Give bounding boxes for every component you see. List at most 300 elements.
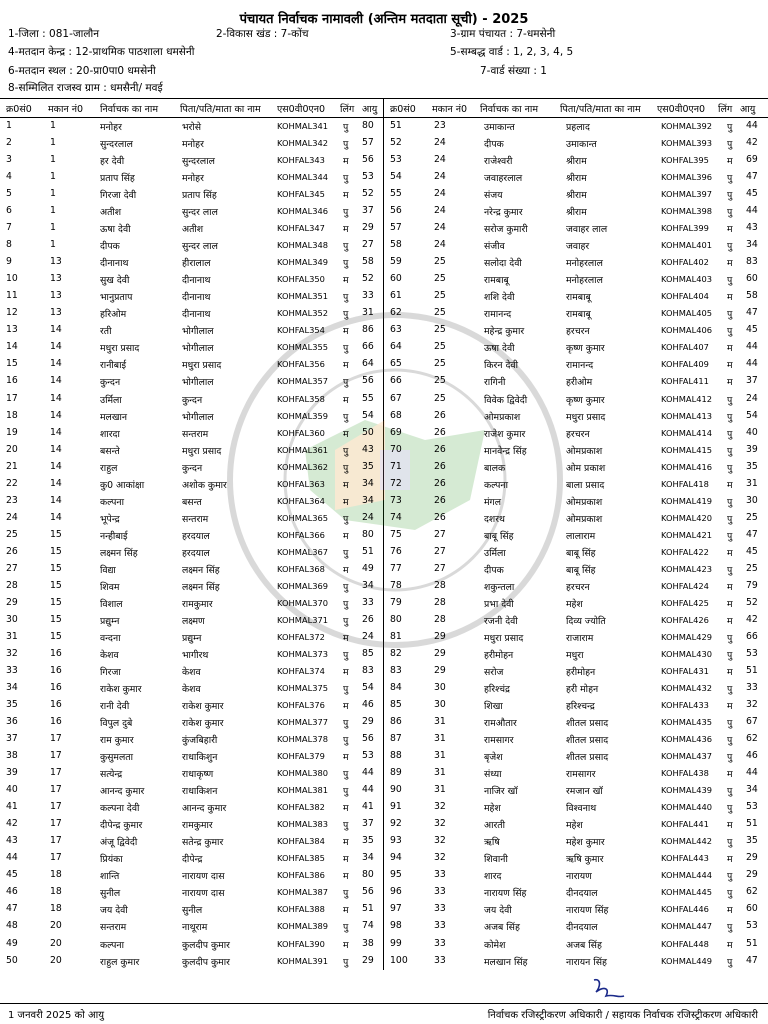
header-age: आयु [740, 104, 756, 115]
voter-name: जवाहरलाल [484, 173, 523, 185]
gender: म [727, 292, 733, 304]
table-row [0, 254, 384, 271]
serial-number: 36 [6, 716, 18, 728]
house-number: 14 [50, 375, 62, 387]
parent-name: भोगीलाल [182, 377, 214, 389]
voter-name: मनोहर [100, 122, 122, 133]
parent-name: कुलदीप कुमार [182, 956, 230, 968]
voter-name: संजीव [484, 241, 505, 253]
gender: पु [727, 530, 733, 542]
table-row [0, 391, 384, 408]
parent-name: ओम प्रकाश [566, 462, 606, 474]
age: 29 [362, 222, 374, 234]
parent-name: राधाकिशुन [182, 752, 218, 764]
house-number: 24 [434, 171, 446, 183]
gender: म [343, 871, 349, 883]
table-row [384, 152, 768, 169]
voter-name: सुनील [100, 888, 121, 900]
parent-name: आनन्द कुमार [182, 803, 227, 815]
age: 44 [362, 784, 374, 796]
age: 52 [362, 188, 374, 200]
voter-name: रानीबाई [100, 360, 127, 372]
house-number: 26 [434, 426, 446, 438]
age: 66 [362, 341, 374, 353]
table-row [384, 595, 768, 612]
age: 42 [746, 613, 758, 625]
table-row [0, 867, 384, 884]
table-row [0, 765, 384, 782]
table-row [384, 646, 768, 663]
gender: पु [727, 241, 733, 253]
epic-number: KOHFAL407 [661, 342, 709, 353]
voter-name: कु0 आकांक्षा [100, 479, 145, 491]
serial-number: 86 [390, 716, 402, 728]
table-row [0, 663, 384, 680]
voter-name: उर्मिला [484, 547, 506, 559]
age: 56 [362, 886, 374, 898]
parent-name: सुन्दर लाल [182, 241, 218, 253]
voter-name: राम कुमार [100, 735, 134, 747]
serial-number: 34 [6, 682, 18, 694]
epic-number: KOHMAL365 [277, 512, 329, 523]
epic-number: KOHMAL359 [277, 410, 329, 421]
gender: पु [727, 837, 733, 849]
serial-number: 21 [6, 460, 18, 472]
voter-name: ऊषा देवी [484, 343, 515, 355]
house-number: 25 [434, 341, 446, 353]
voter-name: सुख देवी [100, 275, 130, 287]
voter-name: दीपक [100, 241, 120, 253]
table-row [0, 578, 384, 595]
serial-number: 92 [390, 818, 402, 830]
age: 35 [746, 460, 758, 472]
epic-number: KOHFAL446 [661, 904, 709, 915]
epic-number: KOHMAL432 [661, 683, 713, 694]
house-number: 26 [434, 477, 446, 489]
voter-name: मधुरा प्रसाद [100, 343, 140, 355]
gender: पु [727, 275, 733, 287]
epic-number: KOHMAL391 [277, 955, 329, 966]
gender: म [727, 156, 733, 168]
voter-name: प्रताप सिंह [100, 173, 135, 185]
parent-name: महेश [566, 598, 583, 610]
parent-name: मधुरा [566, 649, 584, 661]
age: 41 [362, 801, 374, 813]
house-number: 15 [50, 528, 62, 540]
voter-name: विशाल [100, 598, 123, 610]
gender: पु [343, 411, 349, 423]
voter-name: कल्पना [100, 496, 124, 508]
voter-name: रागिनी [484, 377, 506, 389]
parent-name: प्रद्युम्न [182, 632, 202, 644]
house-number: 1 [50, 222, 56, 234]
table-row [384, 663, 768, 680]
epic-number: KOHFAL404 [661, 291, 709, 302]
header-sn: क्र0सं0 [6, 104, 32, 115]
parent-name: मधुरा प्रसाद [182, 445, 222, 457]
epic-number: KOHFAL443 [661, 853, 709, 864]
serial-number: 47 [6, 903, 18, 915]
gender: पु [343, 718, 349, 730]
age: 34 [746, 784, 758, 796]
age: 53 [746, 801, 758, 813]
gender: पु [343, 735, 349, 747]
table-row [0, 953, 384, 970]
gender: पु [727, 803, 733, 815]
table-row [384, 135, 768, 152]
house-number: 20 [50, 937, 62, 949]
gender: पु [727, 462, 733, 474]
house-number: 25 [434, 358, 446, 370]
parent-name: भोगीलाल [182, 411, 214, 423]
house-number: 16 [50, 682, 62, 694]
house-number: 1 [50, 171, 56, 183]
serial-number: 94 [390, 852, 402, 864]
parent-name: नारायण दास [182, 888, 225, 900]
epic-number: KOHMAL377 [277, 717, 329, 728]
parent-name: मधुरा प्रसाद [182, 360, 222, 372]
epic-number: KOHFAL426 [661, 614, 709, 625]
house-number: 24 [434, 188, 446, 200]
header-parent: पिता/पति/माता का नाम [180, 104, 261, 115]
house-number: 29 [434, 647, 446, 659]
voter-name: शिवानी [484, 854, 508, 866]
epic-number: KOHMAL440 [661, 802, 713, 813]
gender: पु [727, 496, 733, 508]
gender: पु [343, 956, 349, 968]
gender: पु [343, 258, 349, 270]
epic-number: KOHFAL411 [661, 376, 709, 387]
document-title: पंचायत निर्वाचक नामावली (अन्तिम मतदाता सूची) - 2025 [239, 12, 529, 27]
age: 35 [362, 460, 374, 472]
house-number: 27 [434, 545, 446, 557]
age: 37 [746, 375, 758, 387]
footer-divider [0, 1003, 768, 1004]
house-number: 24 [434, 154, 446, 166]
table-row [384, 731, 768, 748]
table-row [0, 373, 384, 390]
table-row [384, 169, 768, 186]
voter-name: वन्दना [100, 632, 121, 644]
age: 54 [362, 682, 374, 694]
table-row [384, 442, 768, 459]
age: 45 [746, 324, 758, 336]
voter-name: उमाकान्त [484, 122, 515, 133]
voter-name: लक्ष्मन सिंह [100, 547, 138, 559]
age: 44 [362, 767, 374, 779]
serial-number: 72 [390, 477, 402, 489]
serial-number: 12 [6, 307, 18, 319]
house-number: 32 [434, 801, 446, 813]
table-row [0, 918, 384, 935]
table-row [384, 391, 768, 408]
voter-name: नारायण सिंह [484, 888, 527, 900]
house-number: 20 [50, 920, 62, 932]
age: 53 [746, 920, 758, 932]
parent-name: शीतल प्रसाद [566, 752, 609, 764]
serial-number: 15 [6, 358, 18, 370]
serial-number: 80 [390, 613, 402, 625]
gender: म [343, 224, 349, 236]
table-row [0, 816, 384, 833]
gender: पु [727, 684, 733, 696]
serial-number: 50 [6, 954, 18, 966]
serial-number: 37 [6, 733, 18, 745]
age: 51 [362, 545, 374, 557]
house-number: 14 [50, 358, 62, 370]
age: 80 [362, 869, 374, 881]
table-row [384, 850, 768, 867]
parent-name: मनोहरलाल [566, 275, 603, 287]
epic-number: KOHFAL343 [277, 155, 325, 166]
serial-number: 67 [390, 392, 402, 404]
epic-number: KOHFAL388 [277, 904, 325, 915]
voter-name: मानवेन्द्र सिंह [484, 445, 527, 457]
age: 45 [746, 545, 758, 557]
table-row [384, 544, 768, 561]
age: 66 [746, 630, 758, 642]
epic-number: KOHMAL352 [277, 308, 329, 319]
parent-name: नारायण दास [182, 871, 225, 883]
epic-number: KOHFAL366 [277, 529, 325, 540]
table-row [384, 799, 768, 816]
gender: पु [727, 564, 733, 576]
parent-name: हीरालाल [182, 258, 211, 270]
table-row [384, 237, 768, 254]
age: 34 [362, 477, 374, 489]
parent-name: मधुरा प्रसाद [566, 411, 606, 423]
house-number: 16 [50, 716, 62, 728]
voter-name: राहुल कुमार [100, 956, 140, 968]
parent-name: केशव [182, 667, 201, 678]
epic-number: KOHMAL401 [661, 240, 713, 251]
age: 47 [746, 171, 758, 183]
serial-number: 95 [390, 869, 402, 881]
parent-name: श्रीराम [566, 207, 587, 219]
house-number: 24 [434, 137, 446, 149]
gender: म [343, 530, 349, 542]
age: 31 [746, 477, 758, 489]
meta-line-3 [8, 64, 760, 80]
parent-name: केशव [182, 684, 201, 696]
parent-name: रामबाबू [566, 309, 591, 321]
voter-name: बृजेश [484, 752, 503, 764]
parent-name: भोगीलाल [182, 326, 214, 338]
table-row [0, 850, 384, 867]
voter-name: राजेश कुमार [484, 428, 526, 440]
parent-name: सुन्दर लाल [182, 207, 218, 219]
table-row [0, 544, 384, 561]
table-row [0, 203, 384, 220]
house-number: 25 [434, 307, 446, 319]
epic-number: KOHMAL406 [661, 325, 713, 336]
epic-number: KOHMAL342 [277, 138, 329, 149]
table-row [0, 731, 384, 748]
gender: पु [727, 173, 733, 185]
serial-number: 89 [390, 767, 402, 779]
house-number: 29 [434, 665, 446, 676]
table-row [0, 782, 384, 799]
parent-name: मनोहरलाल [566, 258, 603, 270]
parent-name: कृष्ण कुमार [566, 343, 605, 355]
serial-number: 65 [390, 358, 402, 370]
serial-number: 61 [390, 290, 402, 302]
voter-name: शकुन्तला [484, 581, 515, 593]
column-header-row [0, 98, 768, 118]
voter-name: नाजिर खॉ [484, 786, 518, 798]
house-number: 24 [434, 205, 446, 217]
table-row [0, 646, 384, 663]
gender: पु [343, 462, 349, 474]
gram-panchayat: 3-ग्राम पंचायत : 7-धमसेनी [450, 28, 556, 40]
serial-number: 43 [6, 835, 18, 847]
epic-number: KOHFAL358 [277, 393, 325, 404]
gender: म [343, 854, 349, 866]
epic-number: KOHMAL429 [661, 631, 713, 642]
gender: पु [343, 684, 349, 696]
voter-name: रानी देवी [100, 701, 130, 713]
gender: म [343, 939, 349, 951]
house-number: 1 [50, 188, 56, 200]
gender: पु [727, 649, 733, 661]
house-number: 30 [434, 682, 446, 694]
age: 35 [362, 835, 374, 847]
age: 85 [362, 647, 374, 659]
house-number: 28 [434, 579, 446, 591]
voter-name: कुसुमलता [100, 752, 133, 764]
parent-name: हरदयाल [182, 547, 210, 559]
voter-name: ऋषि [484, 837, 500, 849]
gender: म [343, 479, 349, 491]
epic-number: KOHFAL399 [661, 223, 709, 234]
parent-name: प्रहलाद [566, 122, 590, 133]
serial-number: 8 [6, 239, 12, 251]
house-number: 28 [434, 596, 446, 608]
serial-number: 7 [6, 222, 12, 234]
serial-number: 20 [6, 443, 18, 455]
table-row [384, 561, 768, 578]
house-number: 17 [50, 835, 62, 847]
gender: म [727, 667, 733, 678]
parent-name: रामसागर [566, 769, 596, 781]
epic-number: KOHMAL437 [661, 751, 713, 762]
age: 67 [746, 716, 758, 728]
serial-number: 83 [390, 665, 402, 676]
voter-name: गिरजा देवी [100, 190, 137, 202]
house-number: 33 [434, 886, 446, 898]
serial-number: 84 [390, 682, 402, 694]
serial-number: 51 [390, 120, 402, 131]
serial-number: 66 [390, 375, 402, 387]
parent-name: बाला प्रसाद [566, 479, 605, 491]
gender: पु [727, 207, 733, 219]
voter-name: रामसागर [484, 735, 514, 747]
signature-icon [588, 976, 628, 1002]
serial-number: 26 [6, 545, 18, 557]
voter-name: राहुल [100, 462, 118, 474]
house-number: 24 [434, 222, 446, 234]
age: 34 [746, 239, 758, 251]
serial-number: 33 [6, 665, 18, 676]
epic-number: KOHMAL381 [277, 785, 329, 796]
serial-number: 56 [390, 205, 402, 217]
parent-name: राजाराम [566, 632, 594, 644]
serial-number: 24 [6, 511, 18, 523]
house-number: 29 [434, 630, 446, 642]
serial-number: 64 [390, 341, 402, 353]
voter-name: कल्पना देवी [100, 803, 140, 815]
age: 43 [746, 222, 758, 234]
house-number: 33 [434, 869, 446, 881]
age: 47 [746, 307, 758, 319]
serial-number: 52 [390, 137, 402, 149]
gender: पु [343, 786, 349, 798]
age: 51 [362, 903, 374, 915]
table-row [384, 612, 768, 629]
voter-name: शशि देवी [484, 292, 515, 304]
epic-number: KOHFAL347 [277, 223, 325, 234]
epic-number: KOHFAL390 [277, 938, 325, 949]
epic-number: KOHMAL357 [277, 376, 329, 387]
house-number: 17 [50, 784, 62, 796]
epic-number: KOHFAL386 [277, 870, 325, 881]
gender: पु [343, 377, 349, 389]
parent-name: बसन्त [182, 496, 202, 508]
parent-name: दीपेन्द्र [182, 854, 203, 866]
table-row [384, 339, 768, 356]
age: 34 [362, 579, 374, 591]
house-number: 31 [434, 767, 446, 779]
parent-name: प्रताप सिंह [182, 190, 217, 202]
house-number: 14 [50, 477, 62, 489]
table-row [384, 680, 768, 697]
gender: पु [343, 615, 349, 627]
voter-name: हरीमोहन [484, 649, 514, 661]
age: 58 [746, 290, 758, 302]
parent-name: दीनानाथ [182, 292, 211, 304]
gender: पु [343, 547, 349, 559]
house-number: 15 [50, 630, 62, 642]
table-row [384, 936, 768, 953]
age: 58 [362, 256, 374, 268]
voter-name: अजब सिंह [484, 922, 520, 934]
epic-number: KOHFAL384 [277, 836, 325, 847]
epic-number: KOHFAL438 [661, 768, 709, 779]
age: 44 [746, 205, 758, 217]
epic-number: KOHMAL423 [661, 563, 713, 574]
gender: पु [727, 922, 733, 934]
house-number: 33 [434, 903, 446, 915]
voter-name: बालक [484, 462, 506, 474]
serial-number: 55 [390, 188, 402, 200]
parent-name: राधाकिशन [182, 786, 218, 798]
age: 53 [746, 647, 758, 659]
epic-number: KOHMAL375 [277, 683, 329, 694]
table-row [384, 697, 768, 714]
table-row [384, 867, 768, 884]
table-row [384, 203, 768, 220]
serial-number: 88 [390, 750, 402, 762]
epic-number: KOHFAL448 [661, 938, 709, 949]
serial-number: 97 [390, 903, 402, 915]
gender: म [727, 360, 733, 372]
epic-number: KOHMAL436 [661, 734, 713, 745]
table-row [384, 833, 768, 850]
voter-name: गिरजा [100, 667, 121, 678]
gender: म [727, 939, 733, 951]
epic-number: KOHFAL425 [661, 597, 709, 608]
serial-number: 39 [6, 767, 18, 779]
